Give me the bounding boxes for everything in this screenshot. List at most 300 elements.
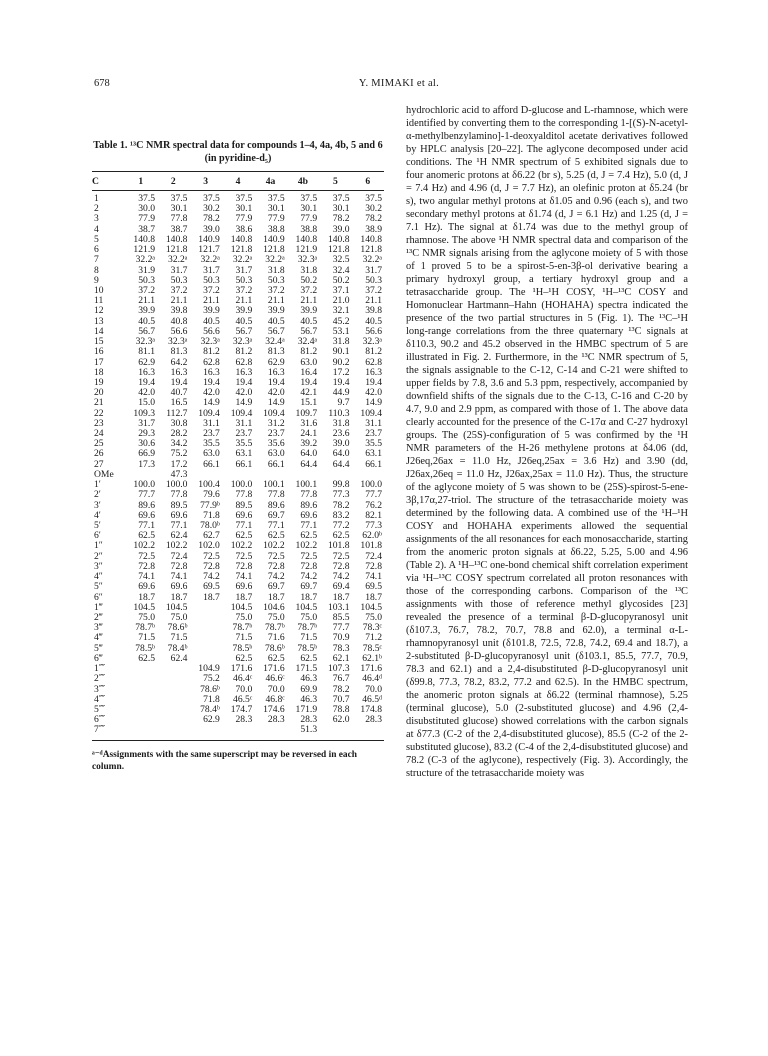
shift-cell: 85.5: [332, 611, 350, 623]
shift-cell: 30.8: [170, 417, 188, 429]
shift-cell: 69.6: [300, 509, 318, 521]
shift-cell: 62.7: [203, 530, 220, 542]
shift-cell: 77.7: [138, 489, 156, 501]
shift-cell: 77.7: [365, 489, 382, 501]
shift-cell: 46.5ᶜ: [233, 693, 253, 705]
table-footnote: ᵃ⁻ᵈAssignments with the same superscript may be reversed in each column.: [92, 749, 357, 772]
shift-cell: 64.0: [332, 448, 350, 460]
carbon-label: 3⁗: [94, 683, 106, 695]
shift-cell: 16.3: [203, 366, 220, 378]
shift-cell: 64.2: [170, 356, 188, 368]
shift-cell: 171.6: [263, 663, 285, 675]
shift-cell: 140.8: [165, 233, 188, 245]
shift-cell: 75.0: [267, 611, 285, 623]
shift-cell: 77.3: [365, 520, 382, 531]
nmr-table: [92, 171, 384, 741]
shift-cell: 62.4: [170, 530, 188, 542]
shift-cell: 46.3: [300, 693, 318, 705]
shift-cell: 18.7: [138, 591, 156, 603]
shift-cell: 39.9: [138, 305, 156, 317]
shift-cell: 32.4ᵃ: [265, 336, 285, 348]
shift-cell: 37.5: [138, 193, 156, 204]
carbon-label: 6⁗: [94, 714, 106, 726]
shift-cell: 66.1: [235, 458, 253, 470]
carbon-label: 2‴: [94, 611, 103, 623]
shift-cell: 76.2: [365, 499, 382, 511]
shift-cell: 31.8: [332, 336, 350, 348]
shift-cell: 62.5: [138, 530, 156, 542]
shift-cell: 77.1: [267, 520, 285, 531]
shift-cell: 18.7: [332, 591, 350, 603]
shift-cell: 28.2: [170, 428, 188, 440]
shift-cell: 56.7: [300, 325, 318, 337]
shift-cell: 19.4: [300, 376, 318, 388]
carbon-label: 2″: [94, 550, 103, 562]
shift-cell: 77.9: [300, 213, 318, 225]
shift-cell: 56.7: [235, 325, 253, 337]
shift-cell: 101.8: [327, 540, 350, 552]
shift-cell: 39.8: [365, 305, 382, 317]
shift-cell: 121.9: [295, 244, 318, 256]
column-header: C: [92, 172, 125, 191]
shift-cell: 31.7: [170, 264, 188, 276]
shift-cell: 171.6: [360, 663, 382, 675]
shift-cell: 75.0: [300, 611, 318, 623]
carbon-label: 14: [94, 325, 104, 337]
carbon-label: 5‴: [94, 642, 103, 654]
shift-cell: 64.0: [300, 448, 318, 460]
shift-cell: 62.0ᵇ: [362, 530, 382, 542]
shift-cell: 72.5: [267, 550, 285, 562]
shift-cell: 50.3: [170, 274, 188, 286]
carbon-label: 21: [94, 397, 104, 409]
carbon-label: 3: [94, 213, 99, 225]
shift-cell: 39.9: [300, 305, 318, 317]
shift-cell: 78.5ᵇ: [232, 642, 253, 654]
shift-cell: 42.0: [138, 387, 156, 399]
column-header: 4: [222, 172, 254, 191]
shift-cell: 15.0: [138, 397, 156, 409]
shift-cell: 9.7: [337, 397, 350, 409]
shift-cell: 78.6ᵇ: [200, 683, 220, 695]
shift-cell: 69.6: [138, 581, 156, 593]
shift-cell: 140.9: [198, 233, 220, 245]
carbon-label: 2⁗: [94, 673, 106, 685]
table-body: [92, 191, 384, 741]
shift-cell: 21.0: [332, 295, 350, 307]
shift-cell: 66.9: [138, 448, 156, 460]
column-header: 4a: [254, 172, 286, 191]
shift-cell: [125, 695, 157, 705]
body-text-column: [406, 104, 688, 780]
shift-cell: 83.2: [332, 509, 350, 521]
shift-cell: 66.1: [267, 458, 285, 470]
shift-cell: 74.1: [235, 571, 253, 583]
shift-cell: [189, 633, 221, 643]
carbon-label: 6: [94, 244, 99, 256]
shift-cell: 37.2: [267, 284, 285, 296]
shift-cell: 90.2: [332, 356, 350, 368]
shift-cell: 37.1: [332, 284, 350, 296]
shift-cell: 37.5: [332, 193, 350, 204]
shift-cell: 81.1: [138, 346, 156, 358]
shift-cell: 104.5: [295, 601, 318, 613]
shift-cell: 78.2: [332, 499, 350, 511]
shift-cell: [189, 603, 221, 613]
shift-cell: 30.1: [235, 203, 253, 215]
shift-cell: 102.2: [133, 540, 156, 552]
carbon-label: 15: [94, 336, 104, 348]
shift-cell: 62.5: [267, 652, 285, 664]
table-row: [92, 725, 384, 740]
shift-cell: 40.8: [170, 315, 188, 327]
carbon-label: 1″: [94, 540, 103, 552]
shift-cell: 72.5: [203, 550, 220, 562]
table-header-row: [92, 172, 384, 191]
shift-cell: 63.1: [235, 448, 253, 460]
shift-cell: 63.0: [267, 448, 285, 460]
shift-cell: 42.0: [203, 387, 220, 399]
shift-cell: 31.1: [365, 417, 382, 429]
shift-cell: 72.5: [235, 550, 253, 562]
shift-cell: 72.8: [203, 560, 220, 572]
shift-cell: [125, 664, 157, 674]
shift-cell: 74.2: [332, 571, 350, 583]
shift-cell: 77.1: [138, 520, 156, 531]
shift-cell: 70.7: [332, 693, 350, 705]
shift-cell: 37.2: [203, 284, 220, 296]
shift-cell: 70.0: [235, 683, 253, 695]
carbon-label: 6′: [94, 530, 101, 542]
shift-cell: 71.8: [203, 509, 220, 521]
shift-cell: 50.3: [203, 274, 220, 286]
shift-cell: 77.8: [300, 489, 318, 501]
shift-cell: 31.7: [138, 417, 156, 429]
shift-cell: [254, 725, 286, 740]
carbon-label: 11: [94, 295, 104, 307]
shift-cell: 18.7: [365, 591, 382, 603]
shift-cell: 23.7: [203, 428, 220, 440]
shift-cell: 24.1: [300, 428, 318, 440]
shift-cell: 62.5: [138, 652, 156, 664]
shift-cell: 140.8: [327, 233, 350, 245]
shift-cell: 31.8: [332, 417, 350, 429]
shift-cell: 64.4: [300, 458, 318, 470]
shift-cell: 100.1: [263, 479, 285, 491]
table-row: [92, 582, 384, 592]
carbon-label: 6″: [94, 591, 103, 603]
shift-cell: [157, 695, 189, 705]
column-header: 3: [189, 172, 221, 191]
shift-cell: 32.3ᵃ: [297, 254, 318, 266]
shift-cell: 77.3: [332, 489, 350, 501]
shift-cell: [125, 725, 157, 740]
shift-cell: 18.7: [170, 591, 188, 603]
shift-cell: 77.1: [235, 520, 253, 531]
column-header: 4b: [287, 172, 319, 191]
shift-cell: 16.3: [235, 366, 253, 378]
shift-cell: 71.5: [138, 632, 156, 644]
shift-cell: 140.8: [230, 233, 253, 245]
shift-cell: 37.2: [235, 284, 253, 296]
shift-cell: 100.1: [295, 479, 318, 491]
shift-cell: [157, 674, 189, 684]
table-row: [92, 255, 384, 265]
shift-cell: 78.5ᵇ: [135, 642, 156, 654]
table-row: [92, 347, 384, 357]
shift-cell: 17.2: [332, 366, 350, 378]
carbon-label: 12: [94, 305, 104, 317]
shift-cell: 81.2: [203, 346, 220, 358]
shift-cell: 121.7: [198, 244, 220, 256]
carbon-label: 24: [94, 428, 104, 440]
carbon-label: 2′: [94, 489, 101, 501]
shift-cell: 37.5: [170, 193, 188, 204]
shift-cell: 28.3: [235, 714, 253, 726]
shift-cell: 19.4: [267, 376, 285, 388]
shift-cell: 78.7ᵇ: [297, 622, 318, 634]
shift-cell: 109.4: [360, 407, 382, 419]
shift-cell: [189, 725, 221, 740]
carbon-label: 4″: [94, 571, 103, 583]
shift-cell: 109.3: [133, 407, 156, 419]
shift-cell: 16.5: [170, 397, 188, 409]
shift-cell: 104.9: [198, 663, 220, 675]
shift-cell: 74.2: [300, 571, 318, 583]
carbon-label: 4′: [94, 509, 101, 521]
shift-cell: [319, 725, 351, 740]
shift-cell: 75.2: [203, 673, 220, 685]
shift-cell: 69.7: [300, 581, 318, 593]
shift-cell: 37.5: [267, 193, 285, 204]
shift-cell: 21.1: [138, 295, 156, 307]
shift-cell: 21.1: [365, 295, 382, 307]
shift-cell: 40.5: [235, 315, 253, 327]
shift-cell: 38.9: [365, 223, 382, 235]
shift-cell: 69.6: [170, 509, 188, 521]
shift-cell: 32.4: [332, 264, 350, 276]
shift-cell: [189, 623, 221, 633]
shift-cell: 104.5: [230, 601, 253, 613]
shift-cell: 72.8: [170, 560, 188, 572]
shift-cell: 56.6: [365, 325, 382, 337]
shift-cell: 72.8: [267, 560, 285, 572]
shift-cell: 19.4: [203, 376, 220, 388]
shift-cell: 38.8: [267, 223, 285, 235]
shift-cell: 102.2: [165, 540, 188, 552]
shift-cell: 32.2ᵃ: [265, 254, 285, 266]
carbon-label: 5⁗: [94, 703, 106, 715]
shift-cell: 78.4ᵇ: [200, 703, 220, 715]
shift-cell: 21.1: [235, 295, 253, 307]
table-caption: Table 1. ¹³C NMR spectral data for compounds 1–4, 4a, 4b, 5 and 6 (in pyridine-d₅): [93, 140, 383, 164]
shift-cell: 42.0: [267, 387, 285, 399]
shift-cell: 31.1: [203, 417, 220, 429]
table-row: [92, 715, 384, 725]
shift-cell: 21.1: [300, 295, 318, 307]
carbon-label: 4⁗: [94, 693, 106, 705]
shift-cell: [157, 664, 189, 674]
carbon-label: 3‴: [94, 622, 103, 634]
shift-cell: 77.9: [235, 213, 253, 225]
shift-cell: [157, 715, 189, 725]
shift-cell: [125, 685, 157, 695]
shift-cell: 62.5: [300, 530, 318, 542]
shift-cell: 37.5: [203, 193, 220, 204]
shift-cell: 81.2: [235, 346, 253, 358]
shift-cell: 74.2: [267, 571, 285, 583]
carbon-label: 7⁗: [92, 725, 125, 740]
shift-cell: 71.2: [365, 632, 382, 644]
shift-cell: 62.0: [332, 714, 350, 726]
shift-cell: 78.4ᵇ: [167, 642, 188, 654]
shift-cell: 102.2: [230, 540, 253, 552]
shift-cell: 90.1: [332, 346, 350, 358]
shift-cell: 121.8: [263, 244, 285, 256]
shift-cell: 78.6ᵇ: [167, 622, 188, 634]
shift-cell: 100.0: [133, 479, 156, 491]
shift-cell: 50.3: [365, 274, 382, 286]
shift-cell: 21.1: [203, 295, 220, 307]
shift-cell: 140.8: [295, 233, 318, 245]
shift-cell: 81.2: [365, 346, 382, 358]
shift-cell: [222, 725, 254, 740]
shift-cell: 14.9: [235, 397, 253, 409]
shift-cell: 32.3ᵃ: [200, 336, 220, 348]
shift-cell: 63.1: [365, 448, 382, 460]
carbon-label: 2: [94, 203, 99, 215]
shift-cell: 31.7: [235, 264, 253, 276]
shift-cell: 89.6: [267, 499, 285, 511]
shift-cell: 77.8: [235, 489, 253, 501]
shift-cell: 82.1: [365, 509, 382, 521]
shift-cell: 47.3: [170, 468, 188, 480]
carbon-label: 17: [94, 356, 104, 368]
shift-cell: 32.3ᵃ: [135, 336, 156, 348]
shift-cell: 74.1: [365, 571, 382, 583]
shift-cell: 16.4: [300, 366, 318, 378]
shift-cell: 171.5: [295, 663, 318, 675]
shift-cell: 28.3: [365, 714, 382, 726]
shift-cell: 171.6: [230, 663, 253, 675]
table-column: [92, 140, 384, 773]
carbon-label: 5′: [94, 520, 101, 531]
shift-cell: 62.5: [235, 530, 253, 542]
carbon-label: 4: [94, 223, 99, 235]
shift-cell: 77.1: [300, 520, 318, 531]
shift-cell: 70.0: [365, 683, 382, 695]
shift-cell: 121.8: [165, 244, 188, 256]
shift-cell: [125, 705, 157, 715]
shift-cell: 35.5: [203, 438, 220, 450]
shift-cell: 39.9: [267, 305, 285, 317]
shift-cell: 40.5: [203, 315, 220, 327]
shift-cell: 37.2: [300, 284, 318, 296]
shift-cell: 53.1: [332, 325, 350, 337]
shift-cell: 107.3: [327, 663, 350, 675]
carbon-label: 3′: [94, 499, 101, 511]
shift-cell: 104.5: [360, 601, 382, 613]
shift-cell: 121.8: [327, 244, 350, 256]
shift-cell: 37.5: [365, 193, 382, 204]
shift-cell: 38.7: [138, 223, 156, 235]
shift-cell: 74.1: [170, 571, 188, 583]
carbon-label: 20: [94, 387, 104, 399]
shift-cell: 72.8: [332, 560, 350, 572]
shift-cell: 19.4: [365, 376, 382, 388]
column-header: 1: [125, 172, 157, 191]
shift-cell: 31.7: [203, 264, 220, 276]
shift-cell: 77.2: [332, 520, 350, 531]
shift-cell: 99.8: [332, 479, 350, 491]
shift-cell: 18.7: [235, 591, 253, 603]
shift-cell: 102.2: [295, 540, 318, 552]
shift-cell: 75.0: [138, 611, 156, 623]
shift-cell: 32.2ᵃ: [135, 254, 156, 266]
shift-cell: 30.1: [267, 203, 285, 215]
table-row: [92, 191, 384, 205]
shift-cell: 100.0: [165, 479, 188, 491]
shift-cell: 40.7: [170, 387, 188, 399]
shift-cell: 50.3: [267, 274, 285, 286]
shift-cell: 81.3: [267, 346, 285, 358]
shift-cell: 14.9: [267, 397, 285, 409]
shift-cell: 74.2: [203, 571, 220, 583]
shift-cell: 19.4: [332, 376, 350, 388]
shift-cell: 75.2: [170, 448, 188, 460]
shift-cell: 32.3ᵃ: [232, 336, 253, 348]
page-number: 678: [94, 78, 110, 89]
shift-cell: 31.9: [138, 264, 156, 276]
shift-cell: 35.5: [235, 438, 253, 450]
shift-cell: 89.5: [235, 499, 253, 511]
shift-cell: 78.2: [332, 683, 350, 695]
shift-cell: 78.7ᵇ: [232, 622, 253, 634]
shift-cell: 18.7: [203, 591, 220, 603]
shift-cell: 81.2: [300, 346, 318, 358]
shift-cell: 104.5: [165, 601, 188, 613]
shift-cell: 78.8: [332, 703, 350, 715]
shift-cell: 69.6: [235, 509, 253, 521]
shift-cell: 56.7: [138, 325, 156, 337]
carbon-label: 1: [94, 193, 99, 204]
shift-cell: 174.6: [263, 703, 285, 715]
shift-cell: 39.0: [332, 438, 350, 450]
carbon-label: 25: [94, 438, 104, 450]
shift-cell: 102.2: [263, 540, 285, 552]
shift-cell: [157, 685, 189, 695]
shift-cell: 31.7: [365, 264, 382, 276]
carbon-label: 13: [94, 315, 104, 327]
shift-cell: 32.4ᵃ: [297, 336, 318, 348]
shift-cell: 77.9ᵇ: [200, 499, 220, 511]
shift-cell: 81.3: [170, 346, 188, 358]
carbon-label: 9: [94, 274, 99, 286]
shift-cell: 21.1: [267, 295, 285, 307]
shift-cell: 112.7: [166, 407, 188, 419]
shift-cell: 72.5: [332, 550, 350, 562]
shift-cell: 74.1: [138, 571, 156, 583]
carbon-label: 6‴: [94, 652, 103, 664]
shift-cell: 62.8: [203, 356, 220, 368]
shift-cell: 40.5: [267, 315, 285, 327]
shift-cell: 32.2ᵃ: [232, 254, 253, 266]
shift-cell: 78.3: [332, 642, 350, 654]
shift-cell: 109.7: [295, 407, 318, 419]
shift-cell: 31.2: [267, 417, 285, 429]
shift-cell: 72.8: [138, 560, 156, 572]
body-paragraph: hydrochloric acid to afford D-glucose and L-rhamnose, which were identified by converting them to the corresponding 1-[(S)-N-acetyl-α-methylbenzylamino]-1-deoxyalditol acetate derivatives followed by HPLC analysis [20–22]. The aglycone decomposed under acid conditions. The ¹H NMR spectrum of 5 exhibited signals due to four anomeric protons at δ6.22 (br s), 5.25 (d, J = 7.4 Hz), 5.0 (d, J = 7.4 Hz) and 4.96 (d, J = 7.7 Hz), an olefinic proton at δ5.24 (br s), two angular methyl protons at δ1.05 and 0.96 (each s), and two secondary methyl protons at δ1.74 (d, J = 6.1 Hz) and 1.25 (d, J = 7.1 Hz). The signal at δ1.74 was due to the methyl group of rhamnose. The above ¹H NMR spectral data and comparison of the ¹³C NMR signals arising from the aglycone moiety of 5 with those of 1 proved 5 to be a spirost-5-en-3β-ol derivative bearing a primary hydroxyl group, a tertiary hydroxyl group and a tetrasaccharide group. The ¹H–¹H COSY, ¹H–¹³C COSY and Homonuclear Hartmann–Hahn (HOHAHA) spectra indicated the presence of the two partial structures in 5 (Fig. 1). The ¹³C–¹H long-range correlations from the three quaternary ¹³C signals at δ110.3, 90.2 and 45.2 observed in the HMBC spectrum of 5 are illustrated in Fig. 2. Furthermore, in the ¹³C NMR spectrum of 5, the signals assignable to the C-12, C-14 and C-21 were shifted to upper fields by 7.8, 3.6 and 5.3 ppm, respectively, accompanied by downfield shifts of the signals due to the C-13, C-16 and C-20 by 4.7, 9.0 and 2.9 ppm, as compared with those of 1. The above data clearly accounted for the presence of the C-17α and C-27 hydroxyl groups. The (25S)-configuration of 5 was confirmed by the ¹H NMR parameters of the H-26 methylene protons at δ4.06 (dd, J26eq,26ax = 11.0 Hz, J26eq,25ax = 3.6 Hz) and 3.90 (dd, J26ax,26eq = 11.0 Hz, J26ax,25ax = 11.0 Hz). Thus, the structure of the aglycone moiety of 5 was shown to be (25S)-spirost-5-ene-3β,17α,27-triol. The structure of the tetrasaccharide moiety was determined by the following data. A combined use of the ¹H–¹H COSY and HOHAHA experiments allowed the sequential assignments of the all resonances for each monosaccharide, starting from the anomeric proton signals at δ6.22, 5.25, 5.00 and 4.96 (Table 2). A ¹H–¹³C one-bond chemical shift correlation experiment via ¹H–¹³C COSY spectrum correlated all proton resonances with those of the corresponding carbons. Comparison of the ¹³C assignments with those of reference methyl glycosides [23] revealed the presence of a terminal β-D-glucopyranosyl unit (δ107.3, 76.7, 78.2, 70.7, 78.8 and 62.0), a terminal α-L-rhamnopyranosyl unit (δ101.8, 72.5, 72.8, 74.2, 69.4 and 18.7), a 2-substituted β-D-glucopyranosyl unit (δ103.1, 85.5, 77.7, 70.9, 78.3 and 62.1) and a 2,4-disubstituted β-D-glucopyranosyl unit (δ99.8, 77.3, 78.2, 83.2, 77.2 and 62.5). In the HMBC spectrum, the anomeric proton signals at δ6.22 (terminal rhamnose), 5.25 (terminal glucose), 5.0 (2-substituted glucose) and 4.96 (2,4-disubstituted glucose) showed correlations with the carbon signals at δ77.3 (C-2 of the 2,4-disubstituted glucose), 85.5 (C-2 of the 2-substituted glucose), 83.2 (C-4 of the 2,4-disubstituted glucose) and 78.2 (C-3 of the aglycone), respectively (Fig. 3). Accordingly, the structure of the tetrasaccharide moiety was: [406, 105, 688, 779]
